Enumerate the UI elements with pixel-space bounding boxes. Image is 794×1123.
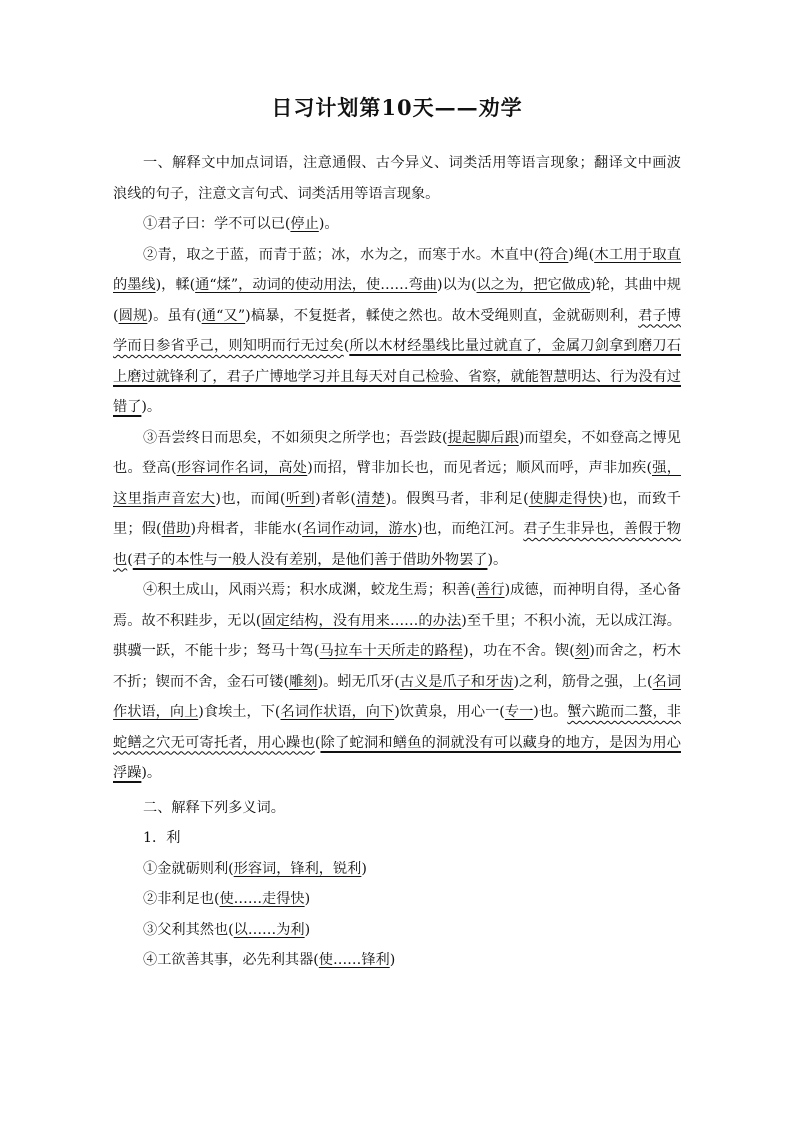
answer: 听到 bbox=[285, 490, 316, 507]
answer: 固定结构，没有用来……的办法 bbox=[261, 612, 462, 629]
translation-answer: 除了蛇洞和鳝鱼的洞就没有可以藏身的地方，是因为用心浮躁 bbox=[113, 734, 681, 781]
answer: 符合 bbox=[539, 246, 569, 263]
list-item: ④工欲善其事，必先利其器(使……锋利) bbox=[143, 952, 396, 968]
answer: 以之为，把它做成 bbox=[476, 277, 591, 293]
section1-heading: 一、解释文中加点词语，注意通假、古今异义、词类活用等语言现象；翻译文中画波浪线的句子，注意文言句式、词类活用等语言现象。 bbox=[113, 155, 681, 202]
wavy-sentence: 蟹六跪而二螯，非蛇鳝之穴无可寄托者，用心躁也 bbox=[113, 704, 681, 751]
answer: 木工用于取直的墨线 bbox=[113, 246, 681, 293]
answer: 清楚 bbox=[355, 490, 386, 507]
translation-answer: 君子的本性与一般人没有差别，是他们善于借助外物罢了 bbox=[132, 551, 488, 568]
answer: 名词作动词，游水 bbox=[302, 521, 418, 537]
document-page bbox=[113, 92, 681, 976]
list-item: ③父利其然也(以……为利) bbox=[143, 921, 311, 938]
passage-paragraph-3: ③吾尝终日而思矣，不如须臾之所学也；吾尝跂(提起脚后跟)而望矣，不如登高之博见也。登高(形容词作名词，高处)而招，臂非加长也，而见者远；顺风而呼，声非加疾(强，这里指声音宏大)也，而闻(听到)者彰(清楚)。假舆马者，非利足(使脚走得快)也，而致千里；假(借助)舟楫者，非能水(名词作动词，游水)也，而绝江河。君子生非异也，善假于物也(君子的本性与一般人没有差别，是他们善于借助外物罢了)。 bbox=[113, 429, 681, 568]
page-title: 日习计划第10天——劝学 bbox=[271, 95, 523, 120]
wavy-sentence: 君子生非异也，善假于物也 bbox=[113, 521, 681, 568]
answer: 形容词，锋利，锐利 bbox=[233, 860, 362, 877]
answer: 借助 bbox=[161, 521, 191, 537]
answer: 强，这里指声音宏大 bbox=[113, 460, 681, 507]
passage-paragraph-4: ④积土成山，风雨兴焉；积水成渊，蛟龙生焉；积善(善行)成德，而神明自得，圣心备焉。故不积跬步，无以(固定结构，没有用来……的办法)至千里；不积小流，无以成江海。骐骥一跃，不能十步；驽马十驾(马拉车十天所走的路程)，功在不舍。锲(刻)而舍之，朽木不折；锲而不舍，金石可镂(雕刻)。蚓无爪牙(古义是爪子和牙齿)之利，筋骨之强，上(名词作状语，向上)食埃土，下(名词作状语，向下)饮黄泉，用心一(专一)也。蟹六跪而二螯，非蛇鳝之穴无可寄托者，用心躁也(除了蛇洞和鳝鱼的洞就没有可以藏身的地方，是因为用心浮躁)。 bbox=[113, 582, 681, 781]
list-item: ①金就砺则利(形容词，锋利，锐利) bbox=[143, 860, 367, 877]
answer: 形容词作名词，高处 bbox=[176, 460, 308, 476]
answer: 停止 bbox=[290, 216, 319, 232]
answer: 专一 bbox=[504, 704, 534, 720]
answer: 名词作状语，向下 bbox=[280, 704, 395, 720]
answer: 名词作状语，向上 bbox=[113, 673, 681, 720]
answer: 通“又” bbox=[201, 307, 246, 324]
answer: 善行 bbox=[476, 582, 505, 598]
wavy-sentence: 君子博学而日参省乎己，则知明而行无过矣 bbox=[113, 307, 681, 354]
list-item: ②非利足也(使……走得快) bbox=[143, 891, 311, 907]
translation-answer: 所以木材经墨线比量过就直了，金属刀剑拿到磨刀石上磨过就锋利了，君子广博地学习并且每天对自己检验、省察，就能智慧明达、行为没有过错了 bbox=[113, 338, 681, 415]
answer: 古义是爪子和牙齿 bbox=[399, 673, 514, 690]
answer: 雕刻 bbox=[289, 673, 318, 690]
answer: 提起脚后跟 bbox=[447, 429, 519, 446]
answer: 以……为利 bbox=[233, 921, 305, 938]
answer: 通“煣”，动词的使动用法，使……弯曲 bbox=[195, 277, 437, 293]
answer: 使脚走得快 bbox=[528, 490, 603, 507]
passage-paragraph-2: ②青，取之于蓝，而青于蓝；冰，水为之，而寒于水。木直中(符合)绳(木工用于取直的墨线)，輮(通“煣”，动词的使动用法，使……弯曲)以为(以之为，把它做成)轮，其曲中规(圆规)。虽有(通“又”)槁暴，不复挺者，輮使之然也。故木受绳则直，金就砺则利，君子博学而日参省乎己，则知明而行无过矣(所以木材经墨线比量过就直了，金属刀剑拿到磨刀石上磨过就锋利了，君子广博地学习并且每天对自己检验、省察，就能智慧明达、行为没有过错了)。 bbox=[113, 246, 681, 415]
word-heading: 1．利 bbox=[143, 830, 181, 846]
passage-paragraph-1: ①君子曰：学不可以已(停止)。 bbox=[143, 216, 339, 232]
answer: 使……走得快 bbox=[219, 891, 305, 907]
answer: 刻 bbox=[574, 643, 590, 659]
answer: 使……锋利 bbox=[318, 952, 390, 968]
section2-heading: 二、解释下列多义词。 bbox=[143, 799, 285, 816]
answer: 马拉车十天所走的路程 bbox=[319, 643, 464, 659]
answer: 圆规 bbox=[118, 307, 148, 324]
